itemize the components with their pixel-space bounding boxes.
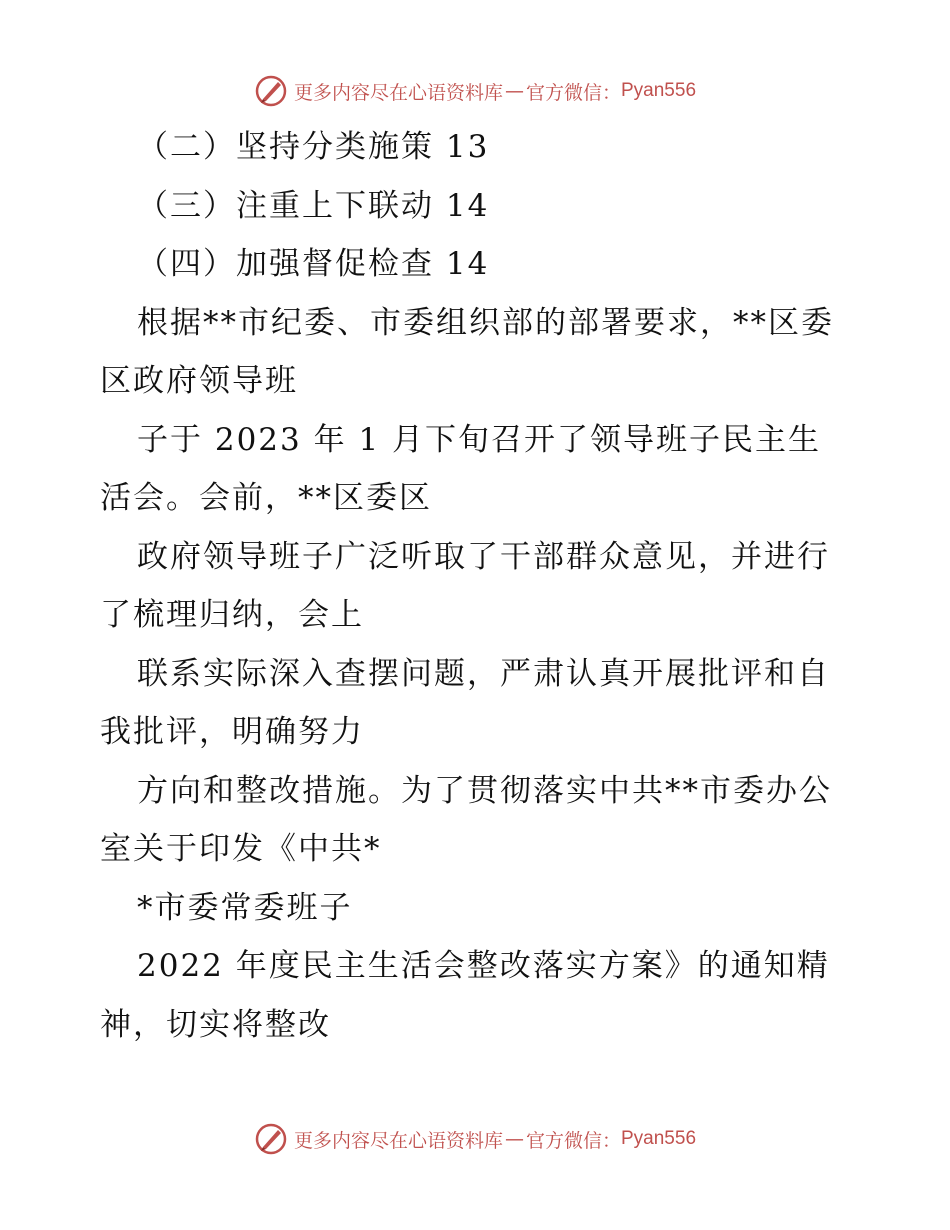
body-line: 联系实际深入查摆问题，严肃认真开展批评和自 (137, 655, 830, 692)
body-line: 室关于印发《中共* (100, 831, 382, 867)
body-line: 政府领导班子广泛听取了干部群众意见，并进行 (137, 538, 830, 575)
quill-pen-logo-icon (254, 1122, 288, 1156)
toc-line: （二）坚持分类施策 13 (137, 129, 490, 165)
banner-wechat-id: Pyan556 (621, 80, 697, 101)
toc-line: （三）注重上下联动 14 (137, 187, 490, 224)
banner-main-text: 更多内容尽在心语资料库 (293, 81, 503, 104)
document-body (100, 118, 860, 1054)
body-line: *市委常委班子 (137, 889, 353, 926)
banner-wechat-id: Pyan556 (621, 1128, 697, 1149)
banner-wechat-label: 官方微信： (525, 1129, 621, 1152)
body-line: 了梳理归纳，会上 (100, 597, 364, 633)
body-line: 子于 2023 年 1 月下旬召开了领导班子民主生 (137, 421, 822, 458)
body-line: 我批评，明确努力 (100, 714, 364, 750)
body-line: 神，切实将整改 (100, 1006, 331, 1043)
footer-banner (0, 1122, 950, 1156)
body-line: 活会。会前，**区委区 (100, 480, 432, 516)
body-line: 区政府领导班 (100, 363, 298, 399)
quill-pen-logo-icon (254, 74, 288, 108)
header-banner (0, 74, 950, 108)
banner-wechat-label: 官方微信： (525, 81, 621, 104)
banner-separator: — (504, 1128, 524, 1150)
banner-main-text: 更多内容尽在心语资料库 (293, 1129, 503, 1152)
banner-separator: — (504, 80, 524, 102)
body-line: 根据**市纪委、市委组织部的部署要求，**区委 (137, 304, 834, 341)
toc-line: （四）加强督促检查 14 (137, 246, 490, 282)
body-line: 2022 年度民主生活会整改落实方案》的通知精 (137, 948, 830, 984)
body-line: 方向和整改措施。为了贯彻落实中共**市委办公 (137, 772, 832, 809)
